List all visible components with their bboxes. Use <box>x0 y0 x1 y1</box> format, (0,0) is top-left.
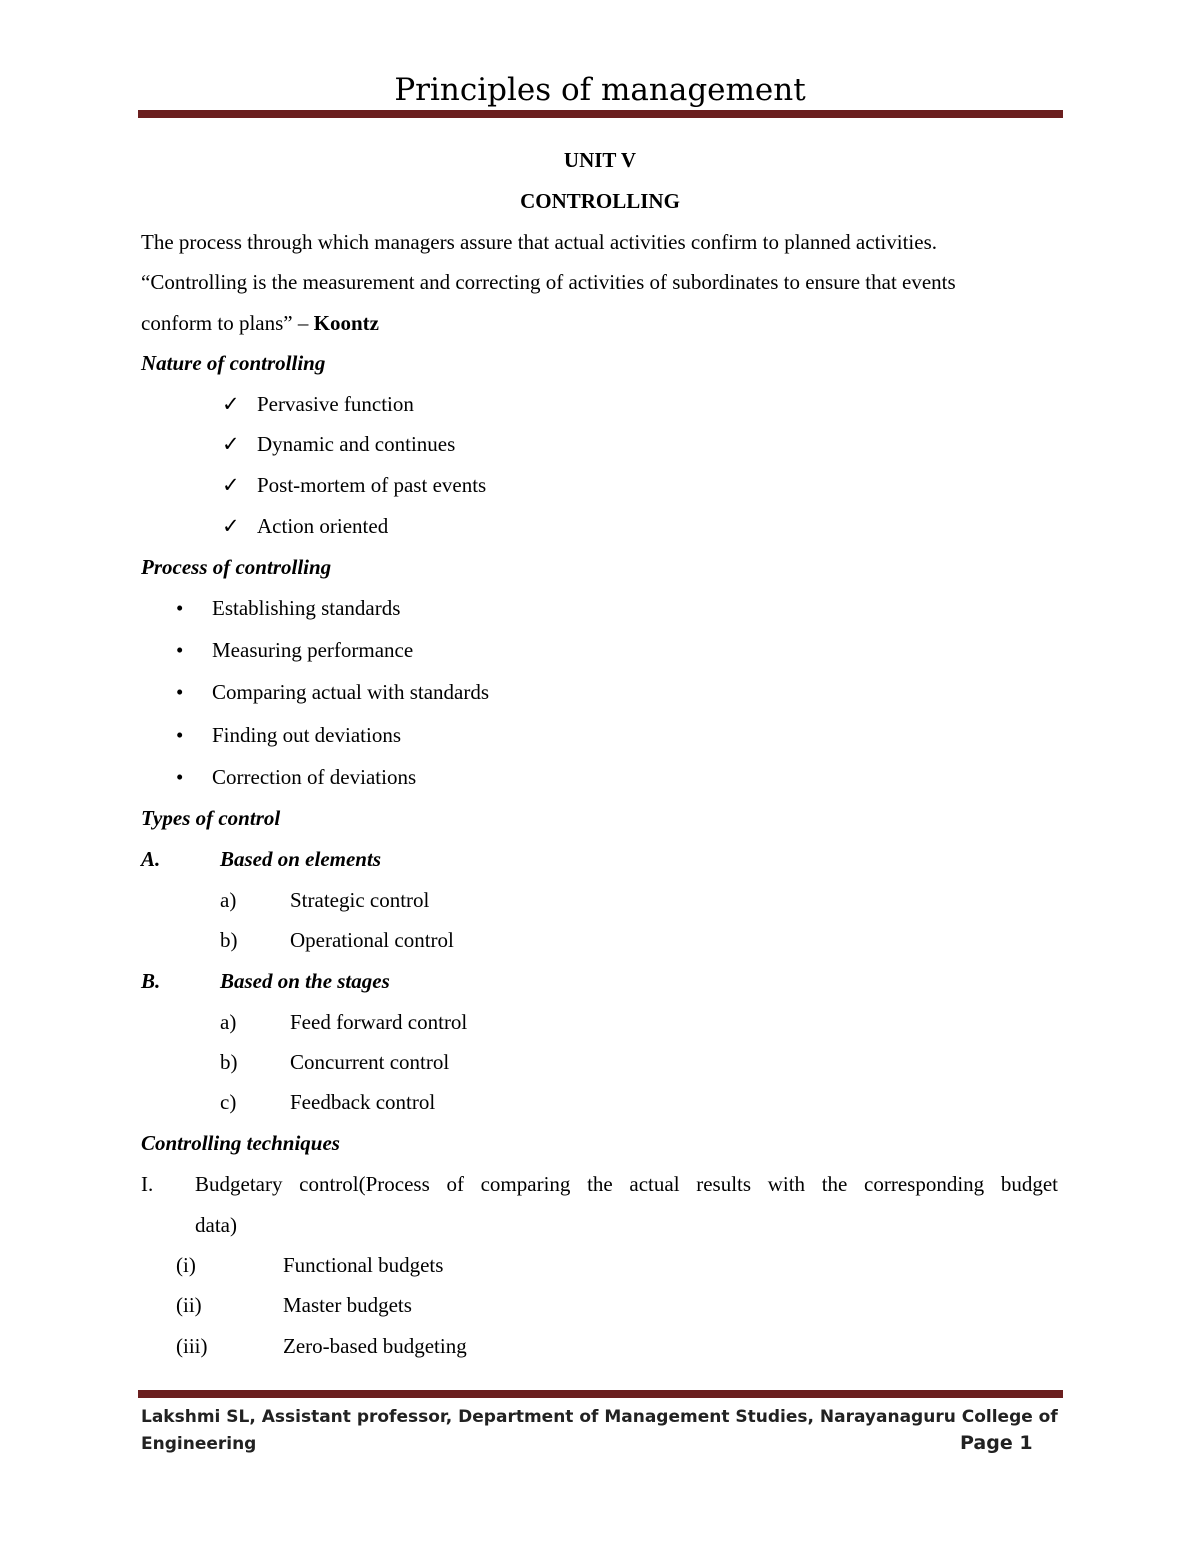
nature-item: Action oriented <box>257 514 389 538</box>
check-icon: ✓ <box>222 392 240 416</box>
group-marker: B. <box>141 969 161 993</box>
technique-line-2: data) <box>195 1213 237 1237</box>
bullet-icon: • <box>176 765 184 789</box>
technique-line-1: Budgetary control(Process of comparing the actual results with the corresponding budget <box>195 1172 1058 1196</box>
footer-author-line-2: Engineering <box>141 1434 257 1454</box>
type-item-marker: a) <box>220 1010 237 1034</box>
budget-marker: (i) <box>176 1253 196 1277</box>
header-rule <box>138 110 1063 118</box>
budget-item: Zero-based budgeting <box>283 1334 467 1358</box>
type-item-marker: b) <box>220 1050 238 1074</box>
type-item: Concurrent control <box>290 1050 450 1074</box>
check-icon: ✓ <box>222 514 240 538</box>
group-marker: A. <box>141 847 161 871</box>
process-heading: Process of controlling <box>141 555 332 579</box>
page-number: Page 1 <box>960 1432 1033 1454</box>
type-item: Strategic control <box>290 888 430 912</box>
budget-item: Master budgets <box>283 1293 412 1317</box>
nature-heading: Nature of controlling <box>141 351 326 375</box>
bullet-icon: • <box>176 680 184 704</box>
quote-line-2: conform to plans” – Koontz <box>141 311 379 335</box>
process-item: Establishing standards <box>212 596 401 620</box>
bullet-icon: • <box>176 638 184 662</box>
nature-item: Post-mortem of past events <box>257 473 487 497</box>
budget-marker: (iii) <box>176 1334 208 1358</box>
page-header-title: Principles of management <box>394 72 806 108</box>
process-item: Correction of deviations <box>212 765 417 789</box>
footer-rule <box>138 1390 1063 1398</box>
process-item: Finding out deviations <box>212 723 401 747</box>
techniques-heading: Controlling techniques <box>141 1131 340 1155</box>
technique-marker: I. <box>141 1172 154 1196</box>
process-item: Comparing actual with standards <box>212 680 490 704</box>
definition-text: The process through which managers assure that actual activities confirm to planned activities. <box>141 230 937 254</box>
bullet-icon: • <box>176 596 184 620</box>
types-heading: Types of control <box>141 806 281 830</box>
budget-item: Functional budgets <box>283 1253 444 1277</box>
type-item: Operational control <box>290 928 454 952</box>
footer-author-line-1: Lakshmi SL, Assistant professor, Department of Management Studies, Narayanaguru College of <box>141 1407 1058 1427</box>
type-item: Feed forward control <box>290 1010 468 1034</box>
bullet-icon: • <box>176 723 184 747</box>
check-icon: ✓ <box>222 432 240 456</box>
process-item: Measuring performance <box>212 638 414 662</box>
type-item-marker: a) <box>220 888 237 912</box>
check-icon: ✓ <box>222 473 240 497</box>
chapter-title: CONTROLLING <box>520 189 680 213</box>
nature-item: Pervasive function <box>257 392 414 416</box>
group-title: Based on elements <box>220 847 381 871</box>
nature-item: Dynamic and continues <box>257 432 456 456</box>
quote-author: Koontz <box>313 311 379 335</box>
type-item-marker: b) <box>220 928 238 952</box>
unit-title: UNIT V <box>563 148 637 172</box>
type-item-marker: c) <box>220 1090 237 1114</box>
type-item: Feedback control <box>290 1090 436 1114</box>
budget-marker: (ii) <box>176 1293 202 1317</box>
group-title: Based on the stages <box>220 969 390 993</box>
quote-line-1: “Controlling is the measurement and correcting of activities of subordinates to ensure that events <box>141 270 956 294</box>
